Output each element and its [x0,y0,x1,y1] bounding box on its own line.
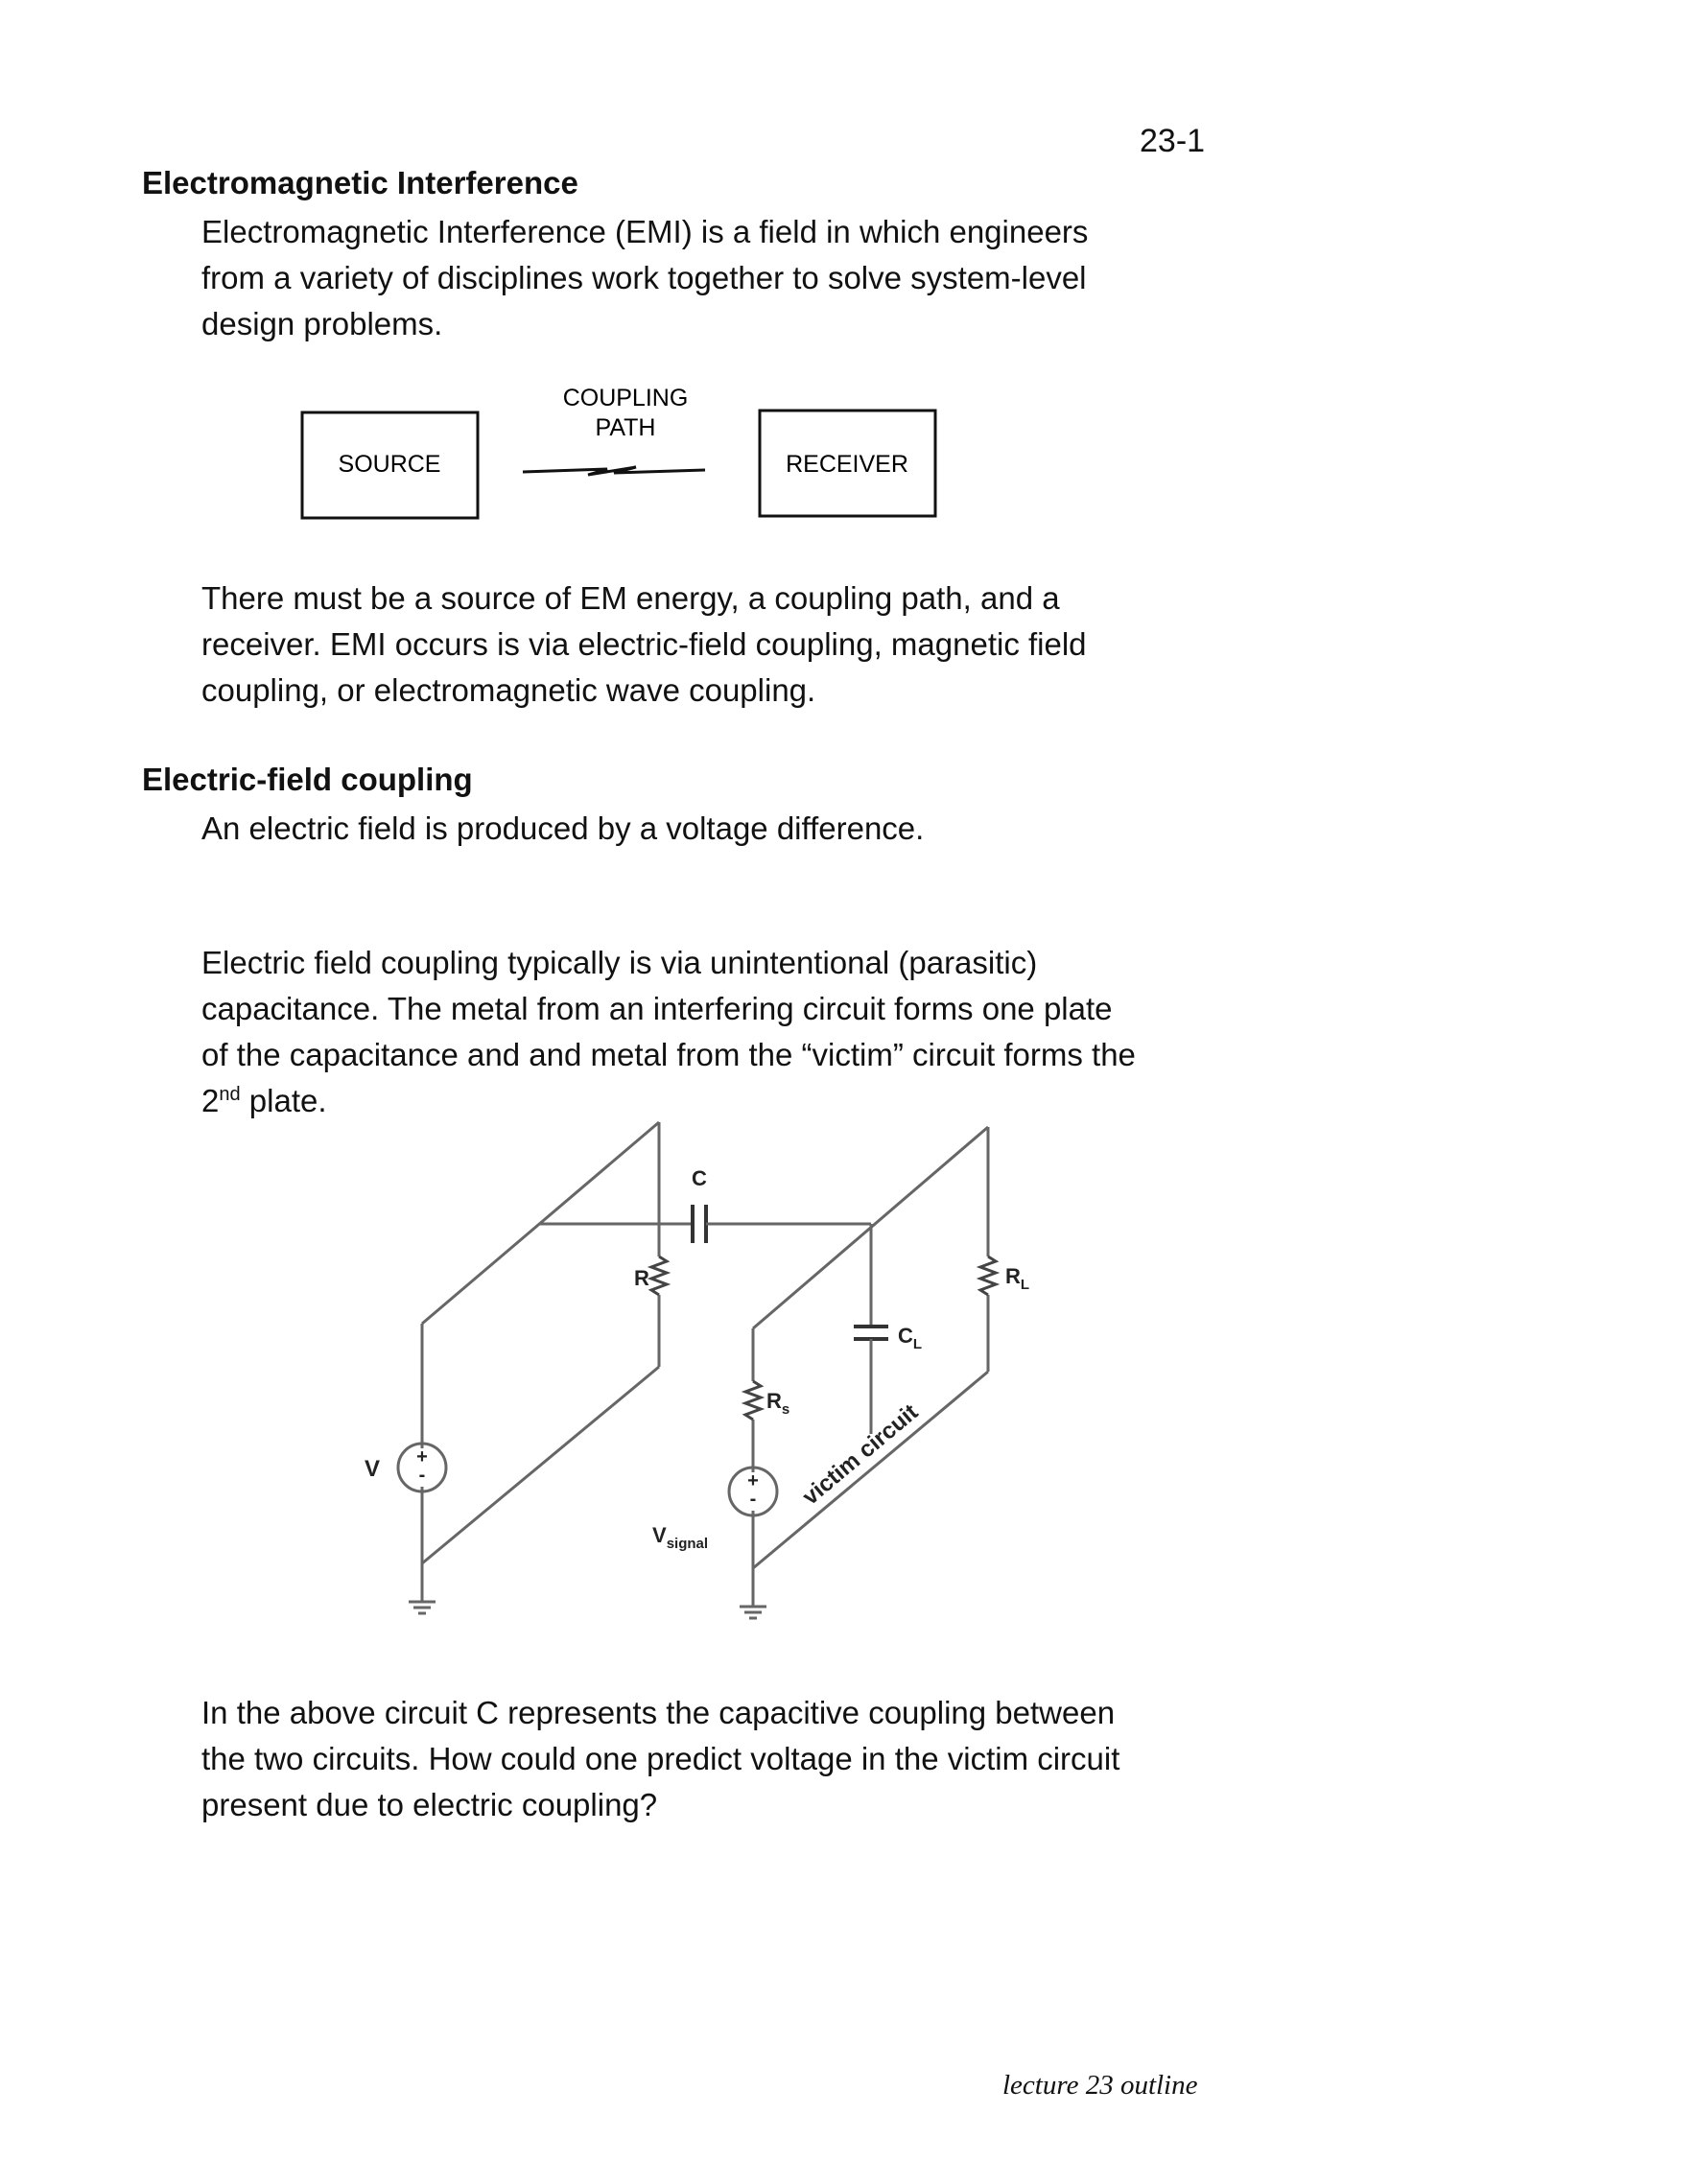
text-line: coupling, or electromagnetic wave coupling. [201,672,816,708]
coupling-label: COUPLING [562,385,689,411]
section-heading-emi: Electromagnetic Interference [142,165,578,200]
minus-sign: - [418,1465,426,1486]
text-line: capacitance. The metal from an interfering circuit forms one plate [201,991,1113,1026]
label-vsignal: $V_{signal}$ [652,1523,709,1552]
minus-sign: - [749,1489,757,1510]
label-cl: $C_L$ [898,1324,923,1352]
text-line: 2nd plate. [201,1083,327,1118]
text-line: design problems. [201,306,443,341]
emi-block-diagram [283,379,974,552]
efield-paragraph [201,940,1247,1124]
plus-sign: + [416,1446,428,1468]
plus-sign: + [747,1470,759,1491]
text-line: present due to electric coupling? [201,1787,658,1822]
section-heading-efield: Electric-field coupling [142,762,473,797]
label-r: R [634,1266,649,1290]
text-line: In the above circuit C represents the capacitive coupling between [201,1695,1116,1730]
path-label: PATH [595,414,656,441]
emi-explanation-paragraph [201,575,1247,714]
text-line: Electromagnetic Interference (EMI) is a field in which engineers [201,214,1089,249]
label-v: V [365,1456,381,1482]
lightning-coupling-icon [523,467,705,475]
source-label: SOURCE [338,451,441,478]
page-number: 23-1 [1140,123,1206,159]
label-rs: $R_s$ [766,1389,790,1418]
text-line: of the capacitance and and metal from the “victim” circuit forms the [201,1037,1136,1072]
text-line: receiver. EMI occurs is via electric-field coupling, magnetic field [201,626,1087,662]
text-line: There must be a source of EM energy, a coupling path, and a [201,580,1060,616]
receiver-label: RECEIVER [786,451,908,478]
text-line: the two circuits. How could one predict voltage in the victim circuit [201,1741,1120,1776]
label-rl: $R_L$ [1005,1264,1030,1293]
label-victim-circuit: victim circuit [797,1398,924,1511]
text-line: Electric field coupling typically is via unintentional (parasitic) [201,945,1038,980]
page-footer: lecture 23 outline [1002,2070,1198,2101]
closing-paragraph [201,1690,1247,1828]
label-c: C [692,1166,707,1190]
efield-line: An electric field is produced by a voltage difference. [201,810,925,846]
emi-intro-paragraph [201,209,1247,347]
text-line: from a variety of disciplines work together to solve system-level [201,260,1087,295]
coupling-circuit-diagram [336,1103,1055,1650]
